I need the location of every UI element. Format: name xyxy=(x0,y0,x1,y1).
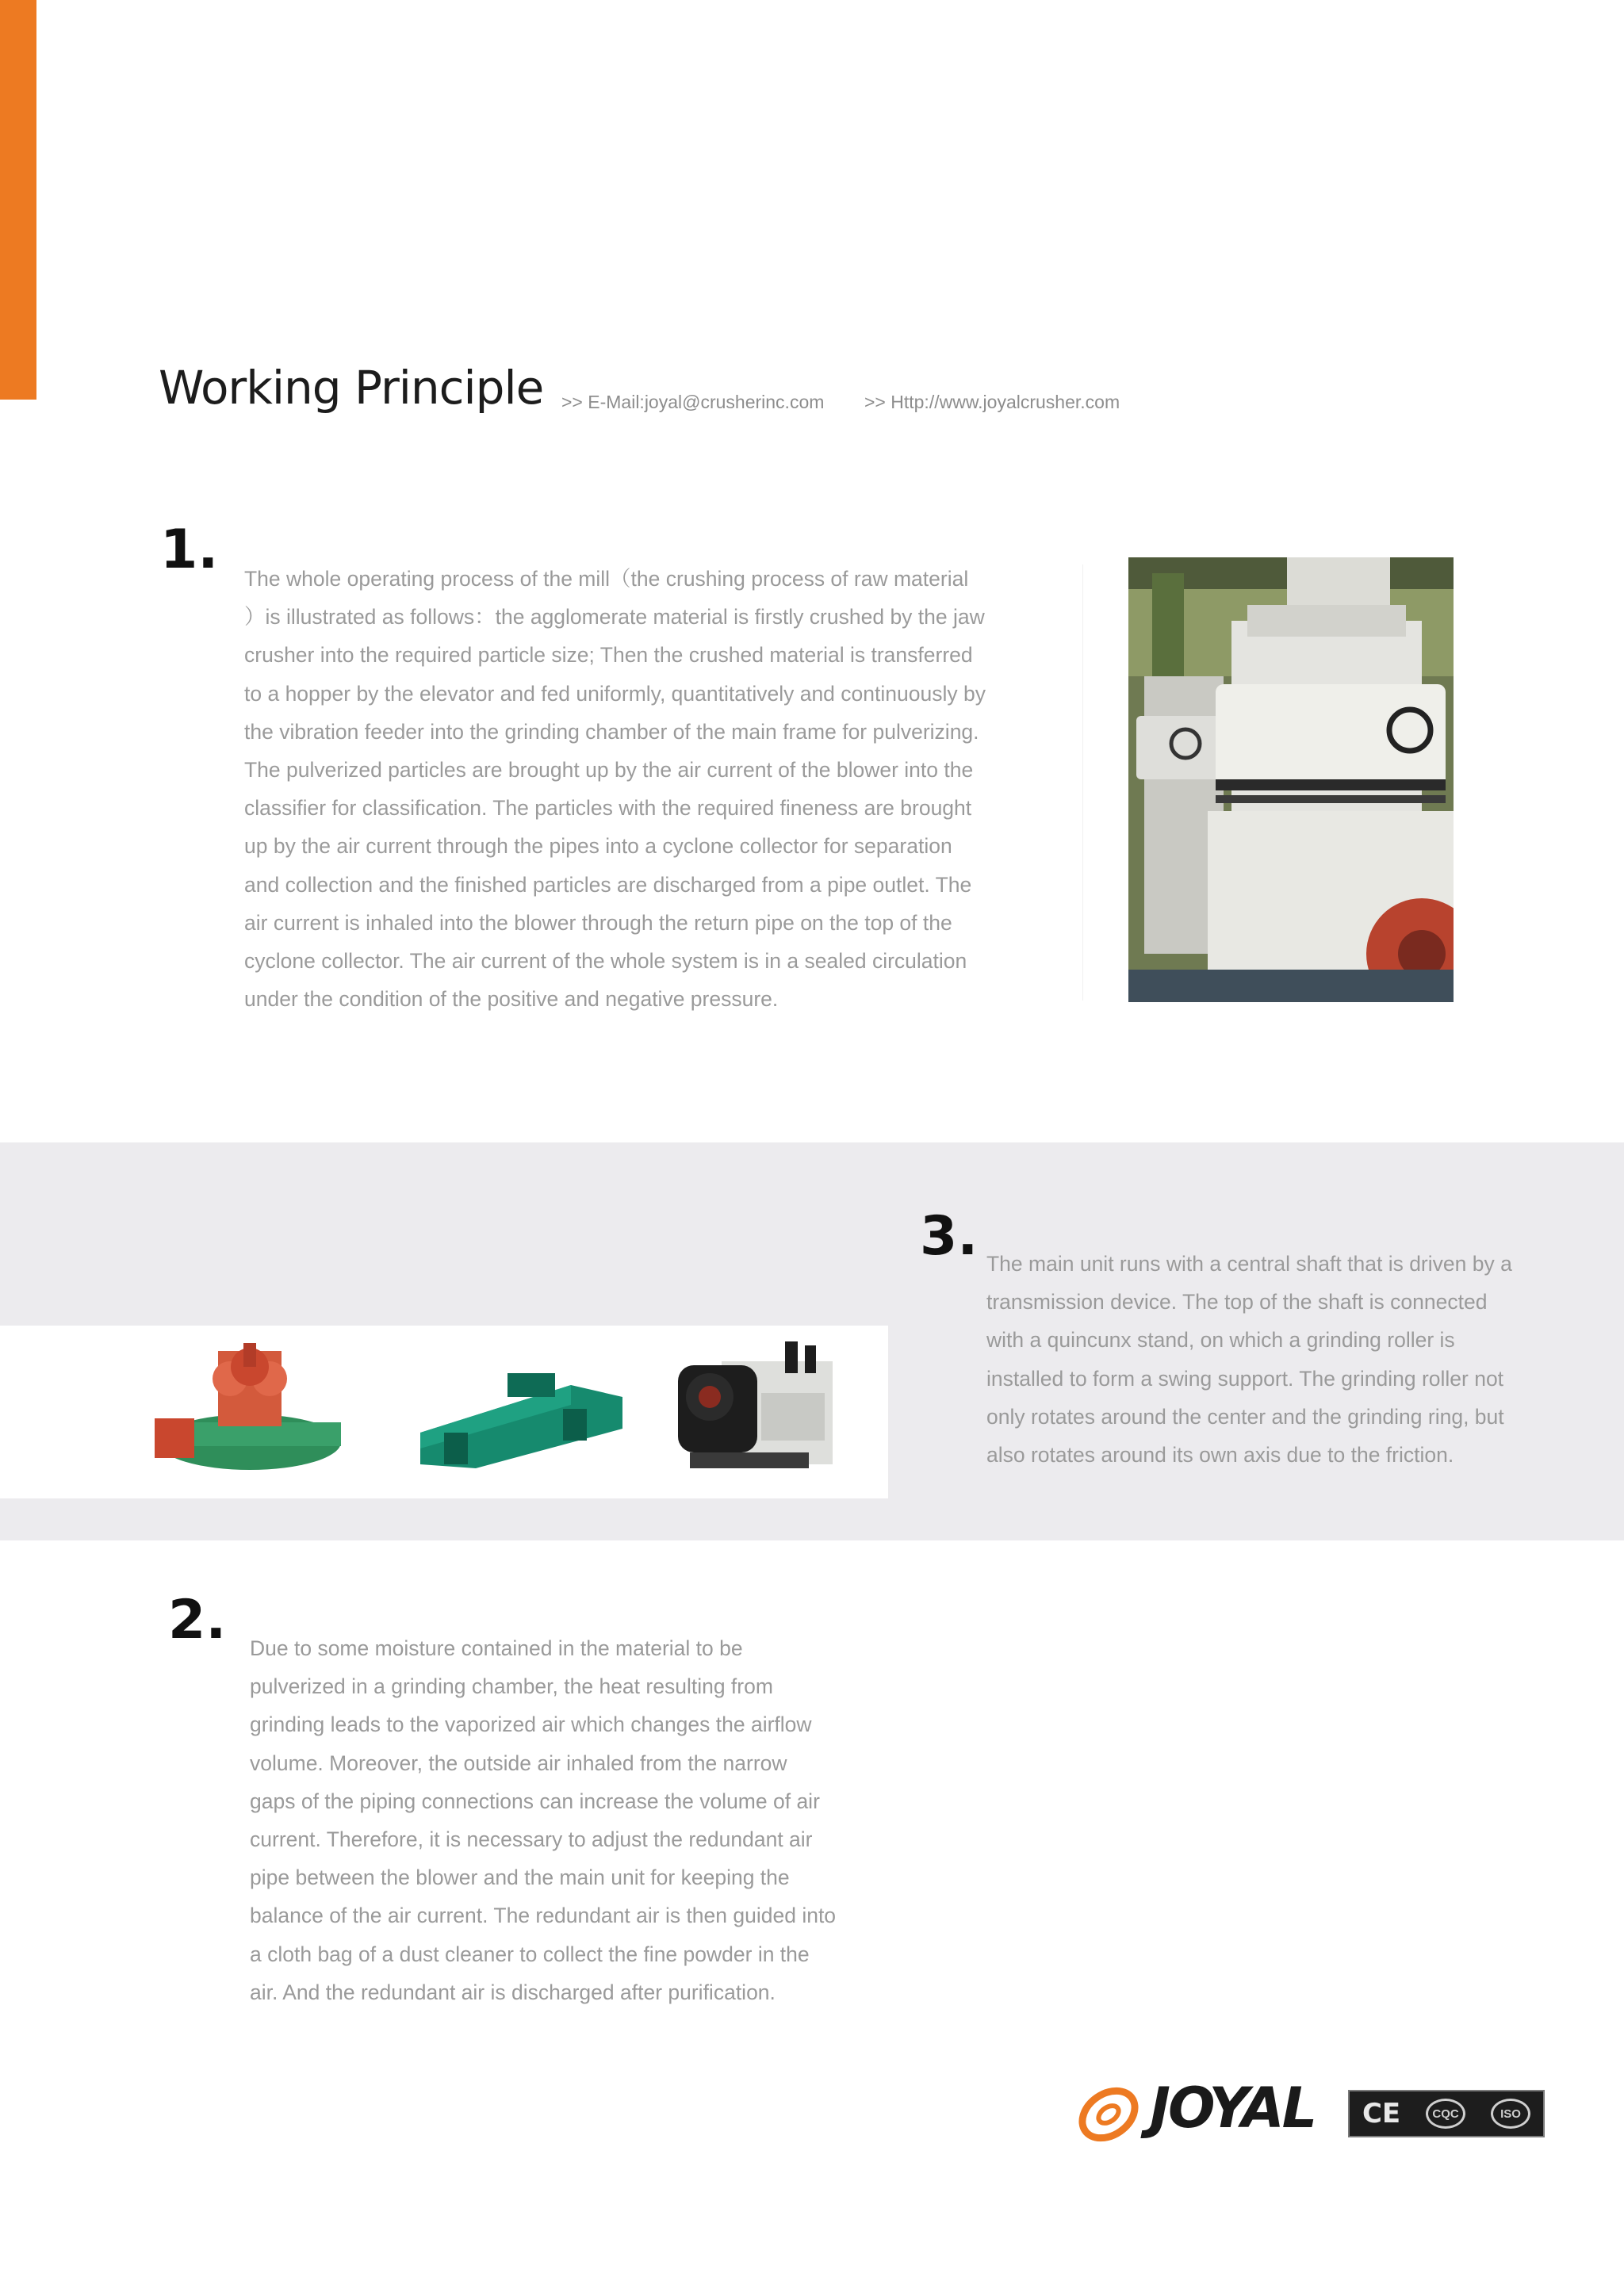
section-1-text: The whole operating process of the mill（the crushing process of raw material ）is illustrated as follows：the agglomerate material is firstly crushed by the jaw crusher into the required particle size; Then the crushed material is transferred to a hopper by the elevator and fed uniformly, quantitatively and continuously by the vibration feeder into the grinding chamber of the main frame for pulverizing. The pulverized particles are brought up by the air current of the blower into the classifier for classification. The particles with the required fineness are brought up by the air current through the pipes into a cyclone collector for separation and collection and the finished particles are discharged from a pipe outlet. The air current is inhaled into the blower through the return pipe on the top of the cyclone collector. The air current of the whole system is in a sealed circulation under the condition of the positive and negative pressure. xyxy=(244,567,986,1012)
certification-badges xyxy=(1348,2090,1545,2137)
section-2-number: 2. xyxy=(168,1589,227,1651)
cqc-badge: CQC xyxy=(1426,2099,1465,2129)
page-title: Working Principle xyxy=(159,361,544,415)
vibration-feeder-image xyxy=(412,1361,626,1472)
equipment-strip xyxy=(0,1326,888,1498)
contact-email: >> E-Mail:joyal@crusherinc.com xyxy=(561,392,825,412)
brand-name: JOYAL xyxy=(1150,2076,1316,2141)
joyal-logo-icon xyxy=(1077,2081,1140,2145)
section-2-text: Due to some moisture contained in the material to be pulverized in a grinding chamber, the heat resulting from grinding leads to the vaporized air which changes the airflow volume. Moreover, the outside air inhaled from the narrow gaps of the piping connections can increase the volume of air current. Therefore, it is necessary to adjust the redundant air pipe between the blower and the main unit for keeping the balance of the air current. The redundant air is then guided into a cloth bag of a dust cleaner to collect the fine powder in the air. And the redundant air is discharged after purification. xyxy=(250,1636,837,2004)
photo-divider xyxy=(1082,564,1083,1001)
orange-accent-bar xyxy=(0,0,36,400)
contact-website: >> Http://www.joyalcrusher.com xyxy=(864,392,1120,412)
grinding-roller-image xyxy=(155,1343,353,1478)
ce-mark: CE xyxy=(1362,2098,1401,2130)
iso-badge: ISO xyxy=(1491,2099,1530,2129)
jaw-crusher-image xyxy=(674,1337,841,1476)
section-1-number: 1. xyxy=(160,519,219,581)
section-3-text: The main unit runs with a central shaft that is driven by a transmission device. The top of the shaft is connected with a quincunx stand, on which a grinding roller is installed to form a swing support. The grinding roller not only rotates around the center and the grinding ring, but also rotates around its own axis due to the friction. xyxy=(986,1252,1512,1468)
section-3-number: 3. xyxy=(920,1205,979,1268)
mill-photo xyxy=(1128,557,1454,1002)
